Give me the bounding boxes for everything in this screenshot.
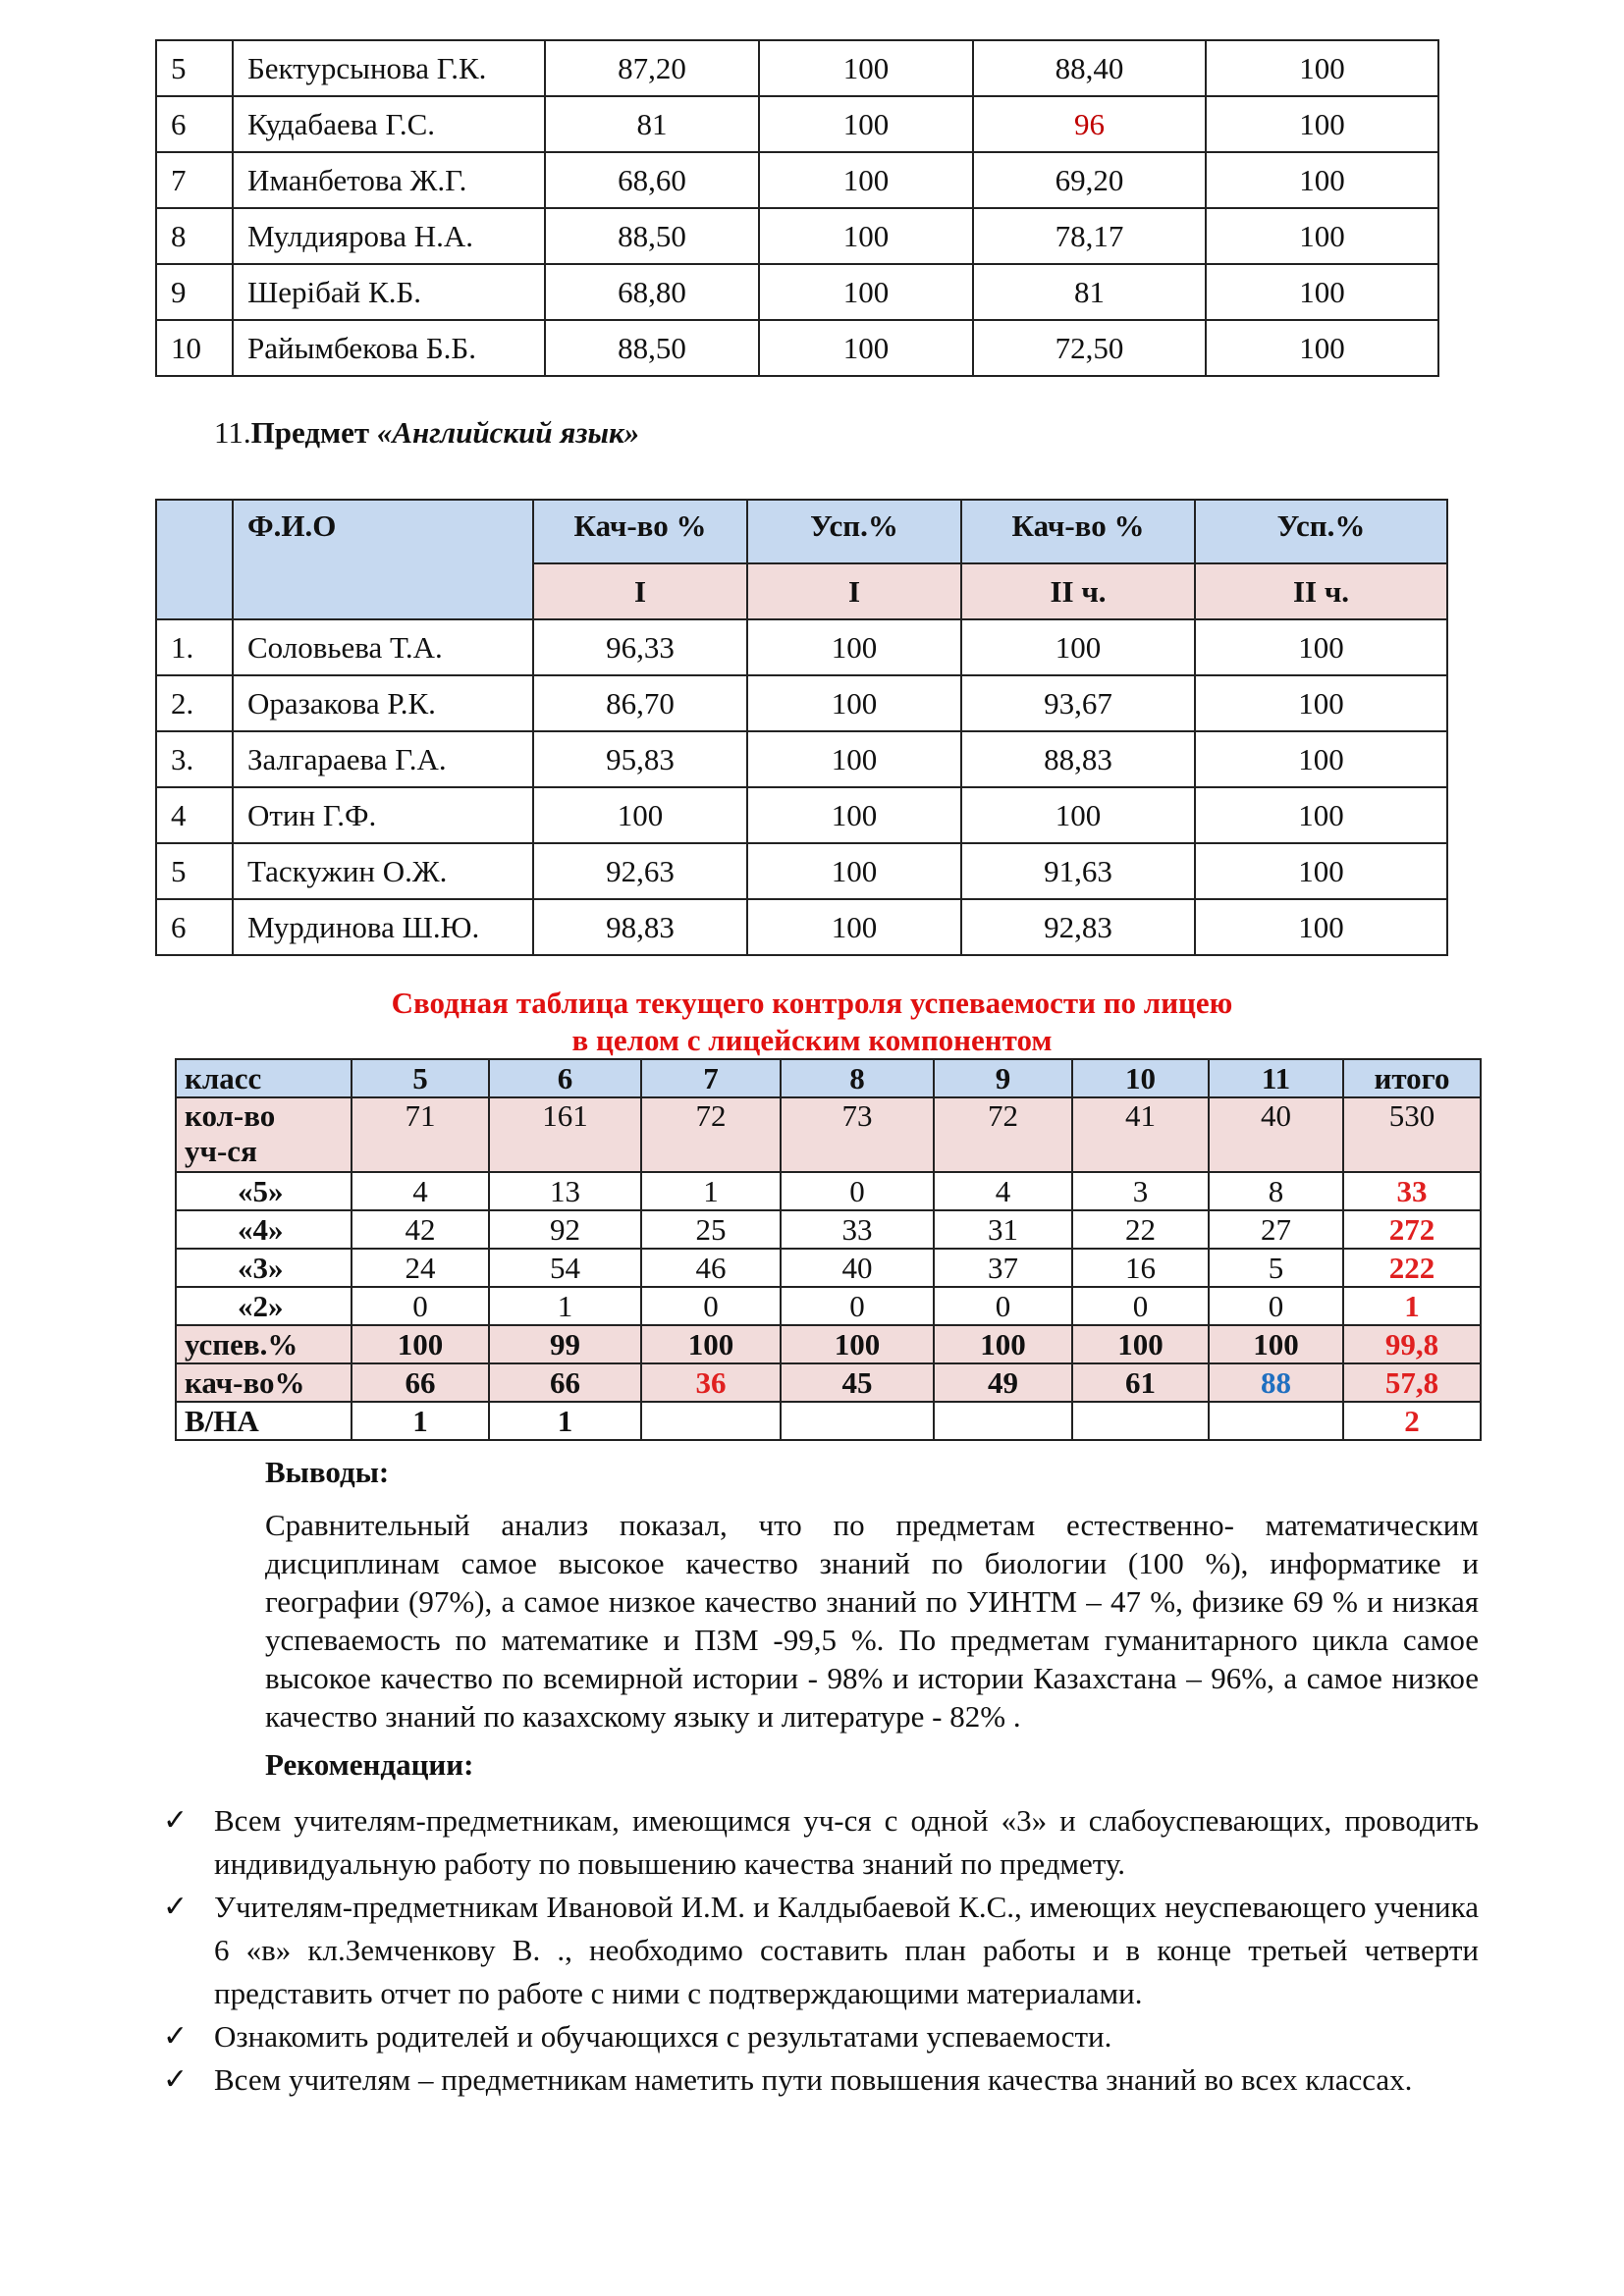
row-number: 10 [156, 320, 233, 376]
quality-1: 86,70 [533, 675, 747, 731]
cell: 1 [489, 1402, 641, 1440]
success-1: 100 [747, 675, 961, 731]
conclusions-text: Сравнительный анализ показал, что по предметам естественно- математическим дисциплинам самое высокое качество знаний по биологии (100 %), информатике и географии (97%), а самое низкое качество знаний по УИНТМ – 47 %, физике 69 % и низкая успеваемость по математике и ПЗМ -99,5 %. По предметам гуманитарного цикла самое высокое качество по всемирной истории - 98% и истории Казахстана – 96%, а самое низкое качество знаний по казахскому языку и литературе - 82% . [265, 1508, 1479, 1734]
section-label: Предмет [250, 415, 377, 450]
success-2: 100 [1206, 264, 1438, 320]
cell: 25 [641, 1210, 781, 1249]
header-quality-1: Кач-во % [533, 500, 747, 563]
header-class-5: 5 [352, 1059, 489, 1097]
success-1: 100 [747, 619, 961, 675]
cell [641, 1402, 781, 1440]
row-number: 6 [156, 96, 233, 152]
conclusions-heading: Выводы: [265, 1455, 390, 1489]
row-label-quality: кач-во% [176, 1363, 352, 1402]
quality-2: 69,20 [973, 152, 1206, 208]
summary-row-grade4 [176, 1210, 1481, 1249]
quality-1: 68,80 [545, 264, 759, 320]
header-class-label: класс [176, 1059, 352, 1097]
cell: 0 [641, 1287, 781, 1325]
summary-table [175, 1058, 1482, 1441]
row-number: 3. [156, 731, 233, 787]
cell: 31 [934, 1210, 1072, 1249]
summary-title-line1: Сводная таблица текущего контроля успеваемости по лицею [391, 986, 1233, 1020]
quality-2-highlighted: 96 [973, 96, 1206, 152]
summary-row-grade3 [176, 1249, 1481, 1287]
cell: 100 [934, 1325, 1072, 1363]
quality-1: 96,33 [533, 619, 747, 675]
header-success-2: Усп.% [1195, 500, 1447, 563]
row-number: 1. [156, 619, 233, 675]
teacher-name: Иманбетова Ж.Г. [233, 152, 545, 208]
row-number: 2. [156, 675, 233, 731]
cell: 37 [934, 1249, 1072, 1287]
recommendation-text: Учителям-предметникам Ивановой И.М. и Калдыбаевой К.С., имеющих неуспевающего ученика 6 «в» кл.Земченкову В. ., необходимо составить план работы и в конце третьей четверти представить отчет по работе с ними с подтверждающими материалами. [214, 1890, 1479, 2010]
success-1: 100 [747, 731, 961, 787]
row-number: 5 [156, 843, 233, 899]
cell: 22 [1072, 1210, 1209, 1249]
cell: 49 [934, 1363, 1072, 1402]
cell: 54 [489, 1249, 641, 1287]
quality-1: 81 [545, 96, 759, 152]
count-class-6: 161 [489, 1097, 641, 1172]
cell [781, 1402, 934, 1440]
cell: 0 [1209, 1287, 1343, 1325]
success-2: 100 [1206, 208, 1438, 264]
cell: 92 [489, 1210, 641, 1249]
cell: 4 [934, 1172, 1072, 1210]
table-header-row [156, 500, 1447, 563]
success-1: 100 [759, 40, 973, 96]
table-row [156, 787, 1447, 843]
recommendations-list [163, 1799, 1479, 2102]
teacher-name: Бектурсынова Г.К. [233, 40, 545, 96]
success-2: 100 [1195, 843, 1447, 899]
label-line2: уч-ся [185, 1134, 257, 1168]
success-2: 100 [1206, 152, 1438, 208]
quality-2: 88,40 [973, 40, 1206, 96]
success-1: 100 [747, 899, 961, 955]
summary-row-success [176, 1325, 1481, 1363]
teacher-name: Отин Г.Ф. [233, 787, 533, 843]
cell: 100 [1072, 1325, 1209, 1363]
summary-row-vna [176, 1402, 1481, 1440]
count-class-10: 41 [1072, 1097, 1209, 1172]
count-class-5: 71 [352, 1097, 489, 1172]
list-item [163, 2058, 1479, 2102]
cell-high-highlight: 88 [1209, 1363, 1343, 1402]
cell [1072, 1402, 1209, 1440]
teacher-name: Мулдиярова Н.А. [233, 208, 545, 264]
teacher-name: Залгараева Г.А. [233, 731, 533, 787]
success-2: 100 [1206, 40, 1438, 96]
row-number: 7 [156, 152, 233, 208]
total-cell: 222 [1343, 1249, 1481, 1287]
success-1: 100 [747, 843, 961, 899]
row-number: 6 [156, 899, 233, 955]
teacher-name: Соловьева Т.А. [233, 619, 533, 675]
quality-2: 92,83 [961, 899, 1195, 955]
list-item [163, 2015, 1479, 2058]
recommendation-text: Всем учителям – предметникам наметить пути повышения качества знаний во всех классах. [214, 2062, 1413, 2097]
cell: 0 [934, 1287, 1072, 1325]
row-label-vna: В/НА [176, 1402, 352, 1440]
success-2: 100 [1206, 320, 1438, 376]
summary-row-quality [176, 1363, 1481, 1402]
header-num-cell [156, 500, 233, 619]
cell: 100 [781, 1325, 934, 1363]
count-total: 530 [1343, 1097, 1481, 1172]
header-class-8: 8 [781, 1059, 934, 1097]
header-class-7: 7 [641, 1059, 781, 1097]
subject-name: «Английский язык» [376, 415, 640, 450]
total-cell: 57,8 [1343, 1363, 1481, 1402]
list-item [163, 1799, 1479, 1886]
success-1: 100 [759, 208, 973, 264]
header-class-9: 9 [934, 1059, 1072, 1097]
table-row [156, 320, 1438, 376]
cell: 1 [489, 1287, 641, 1325]
table-row [156, 96, 1438, 152]
quality-2: 91,63 [961, 843, 1195, 899]
cell: 0 [781, 1287, 934, 1325]
row-label-grade3: «3» [176, 1249, 352, 1287]
cell: 100 [641, 1325, 781, 1363]
cell: 27 [1209, 1210, 1343, 1249]
summary-row-count [176, 1097, 1481, 1172]
quality-1: 100 [533, 787, 747, 843]
cell: 42 [352, 1210, 489, 1249]
teacher-results-table-continued [155, 39, 1439, 377]
english-results-table [155, 499, 1448, 956]
cell: 46 [641, 1249, 781, 1287]
quality-1: 88,50 [545, 208, 759, 264]
total-cell: 1 [1343, 1287, 1481, 1325]
quality-2: 78,17 [973, 208, 1206, 264]
teacher-name: Шерібай К.Б. [233, 264, 545, 320]
cell: 1 [641, 1172, 781, 1210]
cell: 66 [352, 1363, 489, 1402]
quality-2: 81 [973, 264, 1206, 320]
row-label-grade2: «2» [176, 1287, 352, 1325]
quality-2: 72,50 [973, 320, 1206, 376]
checkmark-icon: ✓ [163, 1891, 189, 1923]
cell: 24 [352, 1249, 489, 1287]
cell: 66 [489, 1363, 641, 1402]
cell: 13 [489, 1172, 641, 1210]
table-row [156, 731, 1447, 787]
row-number: 5 [156, 40, 233, 96]
row-label-grade4: «4» [176, 1210, 352, 1249]
table-row [156, 899, 1447, 955]
summary-header-row [176, 1059, 1481, 1097]
header-class-6: 6 [489, 1059, 641, 1097]
total-cell: 99,8 [1343, 1325, 1481, 1363]
header-quality-2: Кач-во % [961, 500, 1195, 563]
table-row [156, 208, 1438, 264]
row-label-count [176, 1097, 352, 1172]
success-1: 100 [759, 96, 973, 152]
table-row [156, 843, 1447, 899]
cell: 1 [352, 1402, 489, 1440]
quality-1: 98,83 [533, 899, 747, 955]
header-class-10: 10 [1072, 1059, 1209, 1097]
table-row [156, 675, 1447, 731]
count-class-11: 40 [1209, 1097, 1343, 1172]
cell: 3 [1072, 1172, 1209, 1210]
table-row [156, 40, 1438, 96]
cell: 8 [1209, 1172, 1343, 1210]
success-2: 100 [1195, 731, 1447, 787]
summary-title [0, 985, 1624, 1059]
count-class-9: 72 [934, 1097, 1072, 1172]
quality-1: 92,63 [533, 843, 747, 899]
checkmark-icon: ✓ [163, 1804, 189, 1837]
quality-2: 100 [961, 787, 1195, 843]
table-row [156, 152, 1438, 208]
cell: 100 [1209, 1325, 1343, 1363]
quality-1: 87,20 [545, 40, 759, 96]
list-item [163, 1886, 1479, 2015]
quality-1: 88,50 [545, 320, 759, 376]
cell: 4 [352, 1172, 489, 1210]
success-1: 100 [759, 264, 973, 320]
subheader-success-1: I [747, 563, 961, 619]
recommendations-heading: Рекомендации: [265, 1747, 474, 1782]
subheader-success-2: II ч. [1195, 563, 1447, 619]
success-2: 100 [1195, 899, 1447, 955]
summary-row-grade5 [176, 1172, 1481, 1210]
quality-2: 93,67 [961, 675, 1195, 731]
section-number: 11. [214, 415, 251, 450]
cell: 16 [1072, 1249, 1209, 1287]
cell [934, 1402, 1072, 1440]
recommendation-text: Всем учителям-предметникам, имеющимся уч-ся с одной «3» и слабоуспевающих, проводить индивидуальную работу по повышению качества знаний по предмету. [214, 1803, 1479, 1881]
checkmark-icon: ✓ [163, 2020, 189, 2053]
quality-1: 95,83 [533, 731, 747, 787]
success-1: 100 [747, 787, 961, 843]
total-cell: 272 [1343, 1210, 1481, 1249]
teacher-name: Райымбекова Б.Б. [233, 320, 545, 376]
recommendation-text: Ознакомить родителей и обучающихся с результатами успеваемости. [214, 2019, 1112, 2054]
row-number: 4 [156, 787, 233, 843]
cell-low-highlight: 36 [641, 1363, 781, 1402]
section-title-english [214, 415, 639, 451]
header-total: итого [1343, 1059, 1481, 1097]
teacher-name: Таскужин О.Ж. [233, 843, 533, 899]
cell: 5 [1209, 1249, 1343, 1287]
summary-title-line2: в целом с лицейским компонентом [571, 1023, 1053, 1057]
header-fio: Ф.И.О [233, 500, 533, 619]
cell: 99 [489, 1325, 641, 1363]
total-cell: 2 [1343, 1402, 1481, 1440]
success-2: 100 [1206, 96, 1438, 152]
row-number: 9 [156, 264, 233, 320]
table-row [156, 619, 1447, 675]
table-row [156, 264, 1438, 320]
header-success-1: Усп.% [747, 500, 961, 563]
subheader-quality-2: II ч. [961, 563, 1195, 619]
summary-row-grade2 [176, 1287, 1481, 1325]
count-class-7: 72 [641, 1097, 781, 1172]
checkmark-icon: ✓ [163, 2063, 189, 2096]
quality-2: 88,83 [961, 731, 1195, 787]
cell: 100 [352, 1325, 489, 1363]
cell: 45 [781, 1363, 934, 1402]
quality-1: 68,60 [545, 152, 759, 208]
label-line1: кол-во [185, 1098, 276, 1133]
quality-2: 100 [961, 619, 1195, 675]
success-2: 100 [1195, 787, 1447, 843]
cell: 61 [1072, 1363, 1209, 1402]
cell: 0 [1072, 1287, 1209, 1325]
cell [1209, 1402, 1343, 1440]
row-label-success: успев.% [176, 1325, 352, 1363]
row-number: 8 [156, 208, 233, 264]
subheader-quality-1: I [533, 563, 747, 619]
header-class-11: 11 [1209, 1059, 1343, 1097]
success-1: 100 [759, 320, 973, 376]
teacher-name: Оразакова Р.К. [233, 675, 533, 731]
total-cell: 33 [1343, 1172, 1481, 1210]
row-label-grade5: «5» [176, 1172, 352, 1210]
teacher-name: Мурдинова Ш.Ю. [233, 899, 533, 955]
success-2: 100 [1195, 675, 1447, 731]
success-1: 100 [759, 152, 973, 208]
cell: 0 [781, 1172, 934, 1210]
cell: 40 [781, 1249, 934, 1287]
count-class-8: 73 [781, 1097, 934, 1172]
teacher-name: Кудабаева Г.С. [233, 96, 545, 152]
cell: 0 [352, 1287, 489, 1325]
cell: 33 [781, 1210, 934, 1249]
success-2: 100 [1195, 619, 1447, 675]
